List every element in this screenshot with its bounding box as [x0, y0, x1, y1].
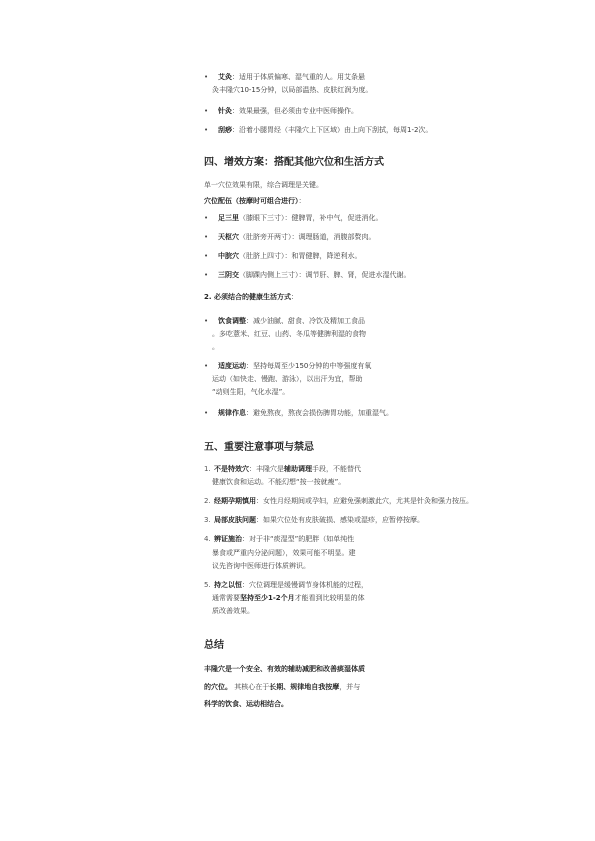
acupoint-item — [218, 251, 362, 261]
lifestyle-item-sleep — [218, 408, 393, 418]
list-item-line — [212, 593, 365, 603]
subheading-lifestyle — [204, 292, 298, 302]
lifestyle-item-exercise — [218, 361, 371, 371]
caution-item — [214, 496, 473, 506]
item-lead: 经期孕期慎用 — [214, 497, 256, 505]
item-emphasis: 坚持至少1-2个月 — [240, 594, 295, 602]
summary-text: 其核心在于 — [232, 683, 270, 691]
bullet: • — [204, 409, 209, 417]
acupoint-desc: （脚踝内侧上三寸）：调节肝、脾、肾，促进水湿代谢。 — [239, 271, 411, 279]
summary-heading: 总结 — [204, 640, 224, 651]
item-number: 1. — [204, 465, 211, 473]
item-lead: 规律作息 — [218, 409, 246, 417]
item-text: ：效果最强，但必须由专业中医师操作。 — [232, 107, 358, 115]
caution-item — [214, 464, 361, 474]
item-text: ：适用于体质偏寒、湿气重的人。用艾条悬 — [232, 73, 365, 81]
acupoint-desc: （膝眼下三寸）：健脾胃，补中气，促进消化。 — [239, 214, 383, 222]
list-item-line: 运动（如快走、慢跑、游泳），以出汗为宜，帮助 — [212, 375, 363, 383]
summary-line: 科学的饮食、运动相结合。 — [204, 700, 288, 708]
bullet: • — [204, 252, 209, 260]
item-text: ：如果穴位处有皮肤破损、感染或湿疹，应暂停按摩。 — [256, 516, 424, 524]
item-number: 2. — [204, 497, 211, 505]
item-text: ：沿着小腿胃经（丰隆穴上下区域）由上向下刮拭，每周1-2次。 — [232, 126, 433, 134]
item-lead: 辨证施治 — [214, 535, 242, 543]
subheading-acupoint-combo — [204, 196, 306, 206]
item-text: 才能看到比较明显的体 — [294, 594, 365, 602]
item-text: 手段，不能替代 — [312, 465, 361, 473]
bullet: • — [204, 107, 209, 115]
item-lead: 刮痧 — [218, 126, 232, 134]
item-text: 通常需要 — [212, 594, 240, 602]
section-heading: 四、增效方案：搭配其他穴位和生活方式 — [204, 157, 384, 168]
acupoint-item — [218, 232, 376, 242]
item-text: ：坚持每周至少150分钟的中等强度有氧 — [246, 362, 372, 370]
item-lead: 饮食调整 — [218, 317, 246, 325]
item-lead: 局部皮肤问题 — [214, 516, 256, 524]
list-item-line: 健康饮食和运动。不能幻想“按一按就瘦”。 — [212, 478, 346, 486]
acupoint-name: 中脘穴 — [218, 252, 239, 260]
subheading-tail: ： — [290, 293, 298, 301]
item-number: 5. — [204, 581, 211, 589]
item-number: 4. — [204, 535, 211, 543]
caution-item — [214, 515, 424, 525]
summary-text: ，并与 — [339, 683, 361, 691]
bullet: • — [204, 271, 209, 279]
summary-bold: 的穴位。 — [204, 683, 232, 691]
list-item-line: 暴食或严重内分泌问题），效果可能不明显。建 — [212, 549, 356, 557]
list-item-moxibustion — [218, 72, 365, 82]
item-text: ：减少油腻、甜食、冷饮及精加工食品 — [246, 317, 365, 325]
caution-item — [214, 534, 354, 544]
item-text: ：丰隆穴是 — [249, 465, 284, 473]
item-text: ：女性月经期间或孕妇，应避免强刺激此穴，尤其是针灸和强力按压。 — [256, 497, 473, 505]
bullet: • — [204, 126, 209, 134]
summary-line: 丰隆穴是一个安全、有效的辅助减肥和改善痰湿体质 — [204, 665, 365, 673]
item-lead: 适度运动 — [218, 362, 246, 370]
item-emphasis: 辅助调理 — [284, 465, 312, 473]
list-item-line: 质改善效果。 — [212, 607, 254, 615]
acupoint-desc: （肚脐旁开两寸）：调理肠道，消腹部赘肉。 — [239, 233, 376, 241]
list-item-line: “动则生阳，气化水湿”。 — [212, 388, 290, 396]
item-lead: 持之以恒 — [214, 581, 242, 589]
subheading-label: 穴位配伍（按摩时可组合进行） — [204, 197, 299, 205]
acupoint-desc: （肚脐上四寸）：和胃健脾，降逆利水。 — [239, 252, 362, 260]
bullet: • — [204, 73, 209, 81]
list-item-acupuncture — [218, 106, 358, 116]
bullet: • — [204, 233, 209, 241]
item-lead: 不是特效穴 — [214, 465, 249, 473]
bullet: • — [204, 214, 209, 222]
section-intro: 单一穴位效果有限，综合调理是关键。 — [204, 181, 323, 189]
caution-item — [214, 580, 368, 590]
item-text: ：对于非“痰湿型”的肥胖（如单纯性 — [242, 535, 355, 543]
section-heading: 五、重要注意事项与禁忌 — [204, 442, 314, 453]
summary-line — [204, 682, 360, 692]
bullet: • — [204, 317, 209, 325]
item-lead: 针灸 — [218, 107, 232, 115]
item-lead: 艾灸 — [218, 73, 232, 81]
item-text: ：避免熬夜，熬夜会损伤脾胃功能，加重湿气。 — [246, 409, 393, 417]
bullet: • — [204, 362, 209, 370]
subheading-label: 2. 必须结合的健康生活方式 — [204, 293, 291, 301]
summary-bold: 长期、规律地自我按摩 — [269, 683, 340, 691]
acupoint-item — [218, 270, 411, 280]
lifestyle-item-diet — [218, 316, 365, 326]
list-item-line: 。多吃薏米、红豆、山药、冬瓜等健脾利湿的食物 — [212, 330, 366, 338]
item-number: 3. — [204, 516, 211, 524]
item-text: ：穴位调理是缓慢调节身体机能的过程， — [242, 581, 368, 589]
acupoint-name: 足三里 — [218, 214, 239, 222]
acupoint-item — [218, 213, 383, 223]
list-item-line: 灸丰隆穴10-15分钟，以局部温热、皮肤红润为度。 — [212, 86, 373, 94]
list-item-line: 。 — [212, 343, 219, 351]
acupoint-name: 天枢穴 — [218, 233, 239, 241]
list-item-line: 议先咨询中医师进行体质辨识。 — [212, 562, 310, 570]
acupoint-name: 三阴交 — [218, 271, 239, 279]
list-item-gua-sha — [218, 125, 432, 135]
subheading-tail: ： — [298, 197, 306, 205]
